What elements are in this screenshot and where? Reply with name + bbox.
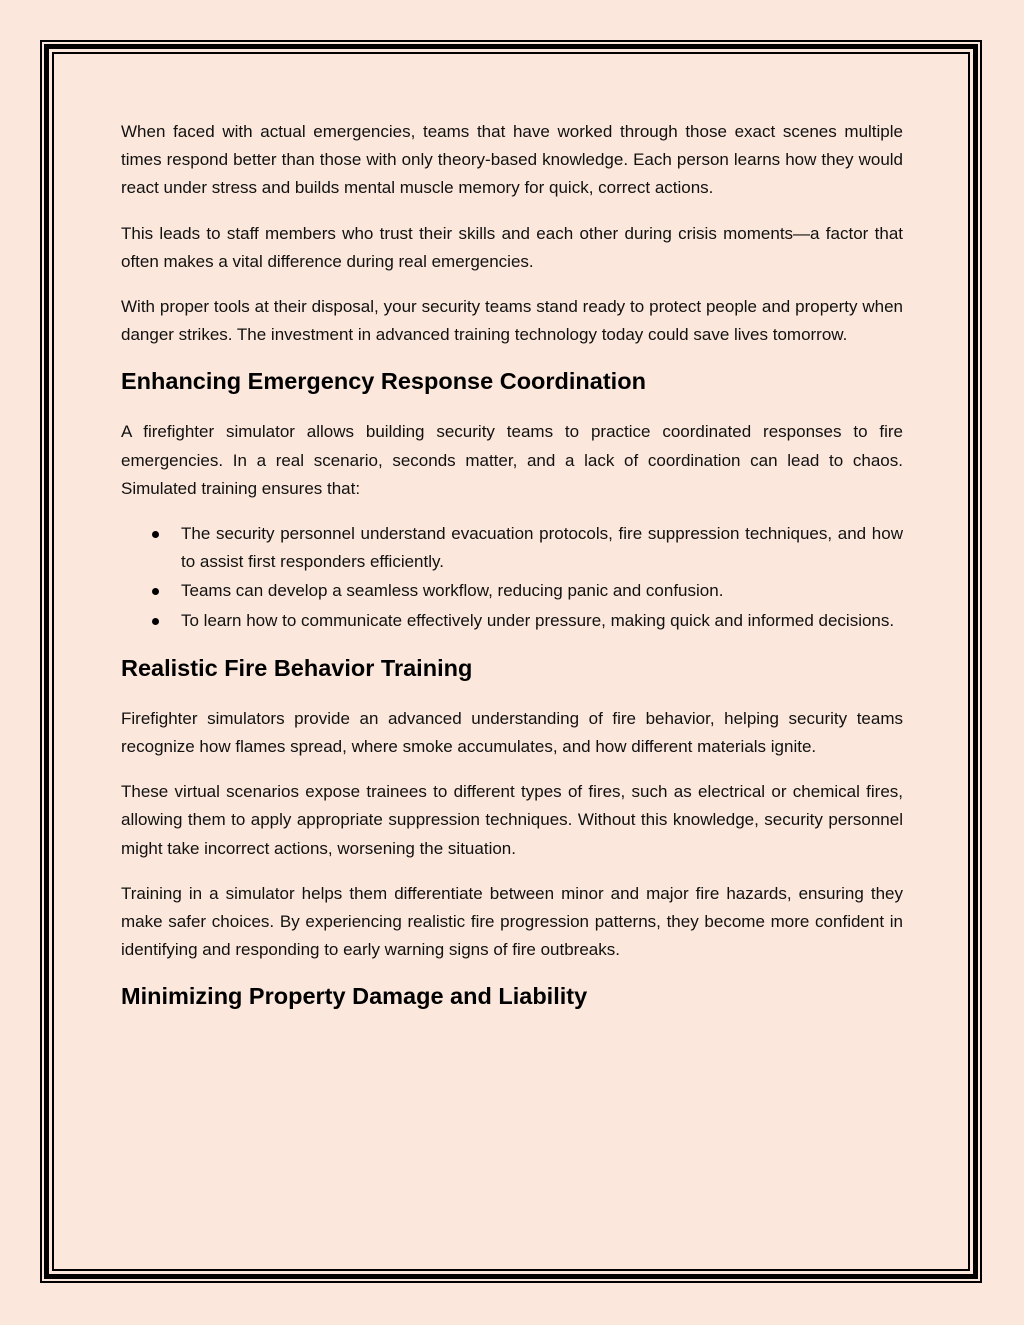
bullet-icon bbox=[152, 618, 159, 625]
section-heading: Enhancing Emergency Response Coordination bbox=[121, 368, 646, 395]
paragraph: Firefighter simulators provide an advanced understanding of fire behavior, helping security teams recognize how flames spread, where smoke accumulates, and how different materials ignite. bbox=[121, 708, 903, 757]
document-body bbox=[121, 118, 903, 1033]
paragraph: When faced with actual emergencies, teams that have worked through those exact scenes multiple times respond better than those with only theory-based knowledge. Each person learns how they would react under stress and builds mental muscle memory for quick, correct actions. bbox=[121, 122, 903, 198]
section-heading: Realistic Fire Behavior Training bbox=[121, 654, 473, 681]
list-item-text: Teams can develop a seamless workflow, reducing panic and confusion. bbox=[181, 581, 724, 601]
bullet-list bbox=[121, 520, 903, 635]
list-item-text: To learn how to communicate effectively under pressure, making quick and informed decisions. bbox=[181, 610, 895, 630]
list-item-text: The security personnel understand evacuation protocols, fire suppression techniques, and how to assist first responders efficiently. bbox=[181, 524, 903, 572]
paragraph: This leads to staff members who trust their skills and each other during crisis moments—a factor that often makes a vital difference during real emergencies. bbox=[121, 223, 903, 271]
section-heading: Minimizing Property Damage and Liability bbox=[121, 983, 588, 1010]
paragraph: A firefighter simulator allows building security teams to practice coordinated responses to fire emergencies. In a real scenario, seconds matter, and a lack of coordination can lead to chaos. Simulated training ensures that: bbox=[121, 422, 903, 498]
list-item bbox=[121, 577, 903, 605]
list-item bbox=[121, 520, 903, 576]
list-item bbox=[121, 607, 903, 635]
bullet-icon bbox=[152, 531, 159, 538]
paragraph: With proper tools at their disposal, your security teams stand ready to protect people and property when danger strikes. The investment in advanced training technology today could save lives tomorrow. bbox=[121, 297, 903, 345]
bullet-icon bbox=[152, 588, 159, 595]
paragraph: These virtual scenarios expose trainees to different types of fires, such as electrical or chemical fires, allowing them to apply appropriate suppression techniques. Without this knowledge, security personnel might take incorrect actions, worsening the situation. bbox=[121, 782, 903, 858]
paragraph: Training in a simulator helps them differentiate between minor and major fire hazards, ensuring they make safer choices. By experiencing realistic fire progression patterns, they become more confident in identifying and responding to early warning signs of fire outbreaks. bbox=[121, 883, 903, 960]
